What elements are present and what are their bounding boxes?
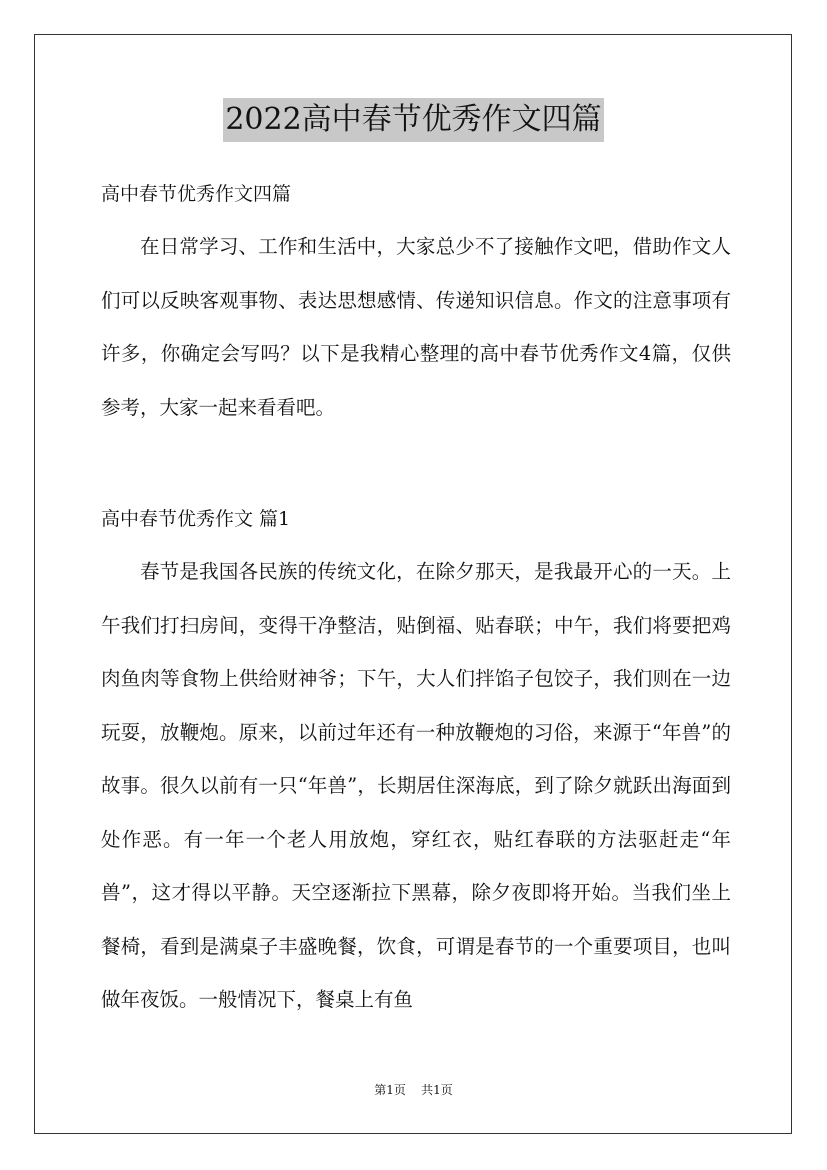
page-number: 第1页 — [374, 1083, 406, 1097]
title-wrap — [0, 98, 827, 142]
page-total: 共1页 — [421, 1083, 453, 1097]
section-paragraph: 春节是我国各民族的传统文化，在除夕那天，是我最开心的一天。上午我们打扫房间，变得干净整洁，贴倒福、贴春联；中午，我们将要把鸡肉鱼肉等食物上供给财神爷；下午，大人们拌馅子包饺子，我们则在一边玩耍，放鞭炮。原来，以前过年还有一种放鞭炮的习俗，来源于“年兽”的故事。很久以前有一只“年兽”，长期居住深海底，到了除夕就跃出海面到处作恶。有一年一个老人用放炮，穿红衣，贴红春联的方法驱赶走“年兽”，这才得以平静。天空逐渐拉下黑幕，除夕夜即将开始。当我们坐上餐椅，看到是满桌子丰盛晚餐，饮食，可谓是春节的一个重要项目，也叫做年夜饭。一般情况下，餐桌上有鱼 — [101, 560, 731, 1011]
document-title: 2022高中春节优秀作文四篇 — [223, 98, 603, 142]
section-heading: 高中春节优秀作文 篇1 — [101, 508, 291, 530]
intro-block — [101, 220, 731, 434]
document-subtitle: 高中春节优秀作文四篇 — [101, 183, 292, 205]
page-footer — [0, 1082, 827, 1098]
intro-paragraph: 在日常学习、工作和生活中，大家总少不了接触作文吧，借助作文人们可以反映客观事物、表达思想感情、传递知识信息。作文的注意事项有许多，你确定会写吗？以下是我精心整理的高中春节优秀作文4篇，仅供参考，大家一起来看看吧。 — [101, 235, 731, 419]
section-block — [101, 545, 731, 1027]
